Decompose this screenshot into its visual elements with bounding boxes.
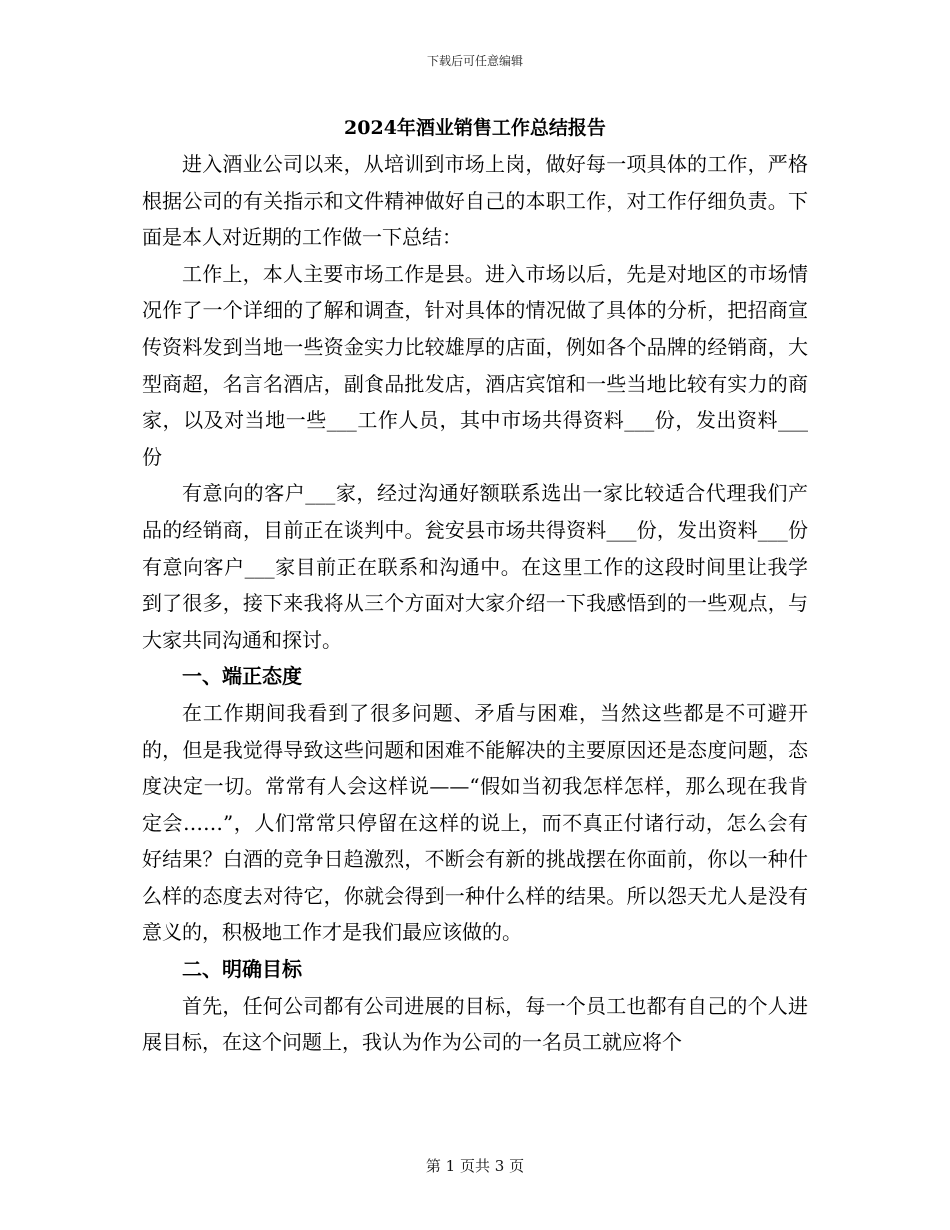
goals-paragraph: 首先，任何公司都有公司进展的目标，每一个员工也都有自己的个人进展目标，在这个问题上，我认为作为公司的一名员工就应将个 xyxy=(142,993,808,1055)
intro-paragraph: 进入酒业公司以来，从培训到市场上岗，做好每一项具体的工作，严格根据公司的有关指示和文件精神做好自己的本职工作，对工作仔细负责。下面是本人对近期的工作做一下总结： xyxy=(142,152,808,250)
page-number: 第 1 页共 3 页 xyxy=(425,1157,525,1175)
page-header-note: 下载后可任意编辑 xyxy=(426,54,523,68)
document-title: 2024年酒业销售工作总结报告 xyxy=(344,117,606,139)
work-paragraph: 工作上，本人主要市场工作是县。进入市场以后，先是对地区的市场情况作了一个详细的了解和调查，针对具体的情况做了具体的分析，把招商宣传资料发到当地一些资金实力比较雄厚的店面，例如各个品牌的经销商，大型商超，名言名酒店，副食品批发店，酒店宾馆和一些当地比较有实力的商家，以及对当地一些___工作人员，其中市场共得资料___份，发出资料___份 xyxy=(142,261,808,469)
section-heading-goals: 二、明确目标 xyxy=(182,957,302,982)
attitude-paragraph: 在工作期间我看到了很多问题、矛盾与困难，当然这些都是不可避开的，但是我觉得导致这些问题和困难不能解决的主要原因还是态度问题，态度决定一切。常常有人会这样说——“假如当初我怎样怎样，那么现在我肯定会……”，人们常常只停留在这样的说上，而不真正付诸行动，怎么会有好结果？白酒的竞争日趋激烈，不断会有新的挑战摆在你面前，你以一种什么样的态度去对待它，你就会得到一种什么样的结果。所以怨天尤人是没有意义的，积极地工作才是我们最应该做的。 xyxy=(142,700,808,945)
clients-paragraph: 有意向的客户___家，经过沟通好额联系选出一家比较适合代理我们产品的经销商，目前正在谈判中。瓮安县市场共得资料___份，发出资料___份有意向客户___家目前正在联系和沟通中。在这里工作的这段时间里让我学到了很多，接下来我将从三个方面对大家介绍一下我感悟到的一些观点，与大家共同沟通和探讨。 xyxy=(142,481,808,652)
document-body xyxy=(142,146,808,1061)
section-heading-attitude: 一、端正态度 xyxy=(182,664,302,689)
